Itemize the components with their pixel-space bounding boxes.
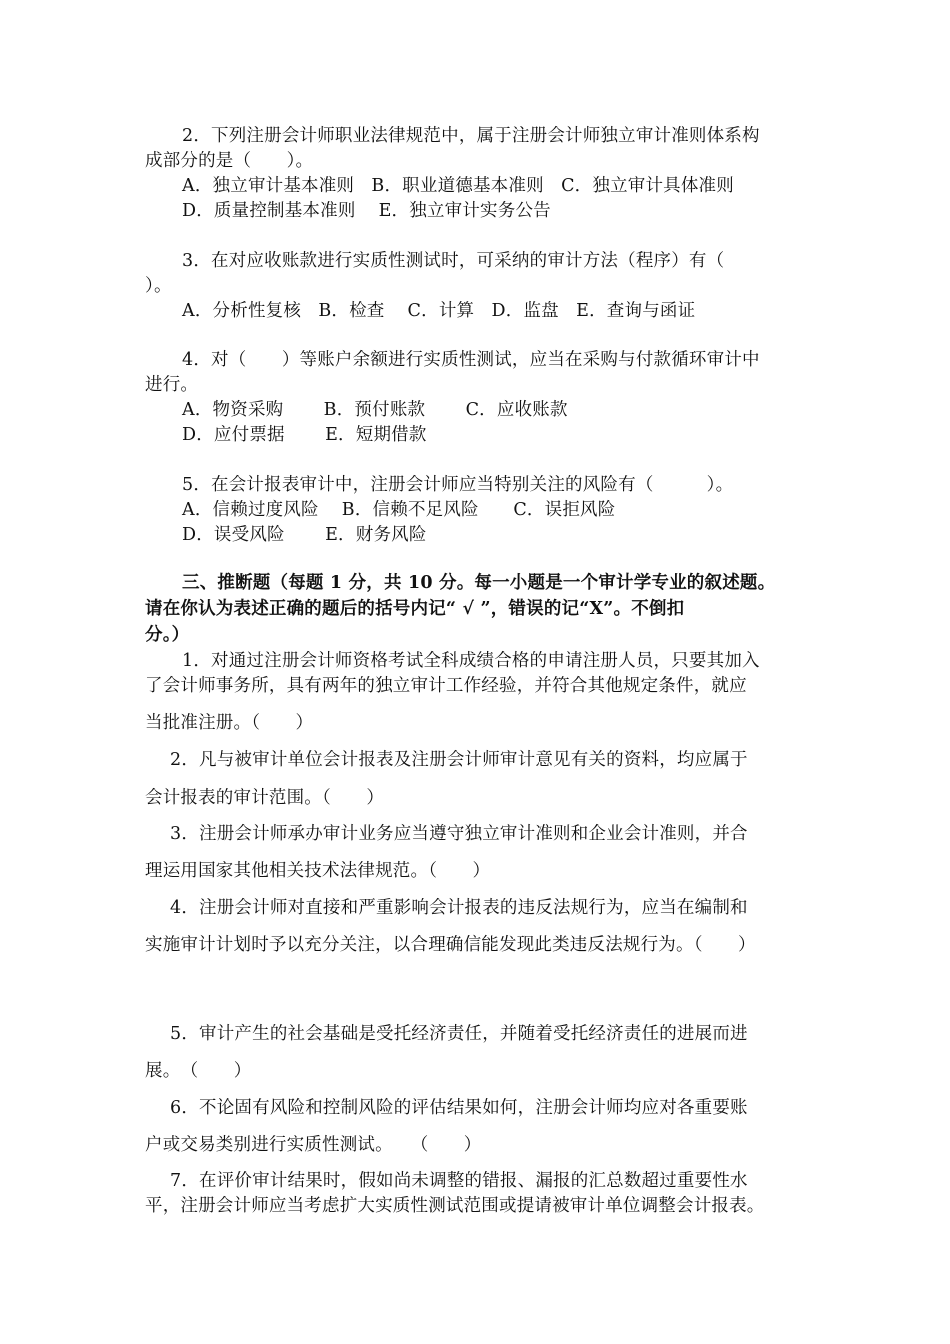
section-3-heading-cont: 请在你认为表述正确的题后的括号内记“ √ ”，错误的记“X”。不倒扣 <box>145 599 685 619</box>
judgement-1-text: 1．对通过注册会计师资格考试全科成绩合格的申请注册人员，只要其加入 <box>182 651 760 671</box>
judgement-6-text: 6．不论固有风险和控制风险的评估结果如何，注册会计师均应对各重要账 <box>170 1098 748 1118</box>
judgement-5-text: 5．审计产生的社会基础是受托经济责任，并随着受托经济责任的进展而进 <box>170 1024 748 1044</box>
section-3-heading-end: 分。） <box>145 625 190 645</box>
question-2-text: 2．下列注册会计师职业法律规范中，属于注册会计师独立审计准则体系构 <box>182 126 760 146</box>
question-4-text: 4．对（ ）等账户余额进行实质性测试，应当在采购与付款循环审计中 <box>182 350 760 370</box>
question-2-text-cont: 成部分的是（ ）。 <box>145 151 314 171</box>
judgement-6-text-cont: 户或交易类别进行实质性测试。 （ ） <box>145 1135 482 1155</box>
judgement-7-text: 7．在评价审计结果时，假如尚未调整的错报、漏报的汇总数超过重要性水 <box>170 1171 748 1191</box>
question-5-options-cont: D．误受风险 E．财务风险 <box>182 525 427 545</box>
judgement-1-text-cont: 了会计师事务所，具有两年的独立审计工作经验，并符合其他规定条件，就应 <box>145 676 747 696</box>
question-2-options-cont: D．质量控制基本准则 E．独立审计实务公告 <box>182 201 551 221</box>
question-3-options: A．分析性复核 B．检查 C．计算 D．监盘 E．查询与函证 <box>182 301 696 321</box>
question-4-options-cont: D．应付票据 E．短期借款 <box>182 425 427 445</box>
section-3-heading: 三、推断题（每题 1 分，共 10 分。每一小题是一个审计学专业的叙述题。 <box>182 573 776 593</box>
judgement-3-text: 3．注册会计师承办审计业务应当遵守独立审计准则和企业会计准则，并合 <box>170 824 748 844</box>
judgement-2-text: 2．凡与被审计单位会计报表及注册会计师审计意见有关的资料，均应属于 <box>170 750 748 770</box>
question-5-text: 5．在会计报表审计中，注册会计师应当特别关注的风险有（ ）。 <box>182 475 734 495</box>
judgement-4-text: 4．注册会计师对直接和严重影响会计报表的违反法规行为，应当在编制和 <box>170 898 748 918</box>
judgement-5-text-cont: 展。 （ ） <box>145 1061 252 1081</box>
judgement-7-text-cont: 平，注册会计师应当考虑扩大实质性测试范围或提请被审计单位调整会计报表。 <box>145 1196 765 1216</box>
question-5-options: A．信赖过度风险 B．信赖不足风险 C．误拒风险 <box>182 500 616 520</box>
question-3-text: 3．在对应收账款进行实质性测试时，可采纳的审计方法（程序）有（ <box>182 251 725 271</box>
question-4-options: A．物资采购 B．预付账款 C．应收账款 <box>182 400 568 420</box>
judgement-3-text-cont: 理运用国家其他相关技术法律规范。（ ） <box>145 861 491 881</box>
question-3-text-cont: ）。 <box>145 276 172 296</box>
judgement-4-text-cont: 实施审计计划时予以充分关注，以合理确信能发现此类违反法规行为。（ ） <box>145 935 756 955</box>
judgement-2-text-cont: 会计报表的审计范围。（ ） <box>145 788 385 808</box>
question-4-text-cont: 进行。 <box>145 375 199 395</box>
question-2-options: A．独立审计基本准则 B．职业道德基本准则 C．独立审计具体准则 <box>182 176 734 196</box>
judgement-1-text-end: 当批准注册。（ ） <box>145 713 314 733</box>
